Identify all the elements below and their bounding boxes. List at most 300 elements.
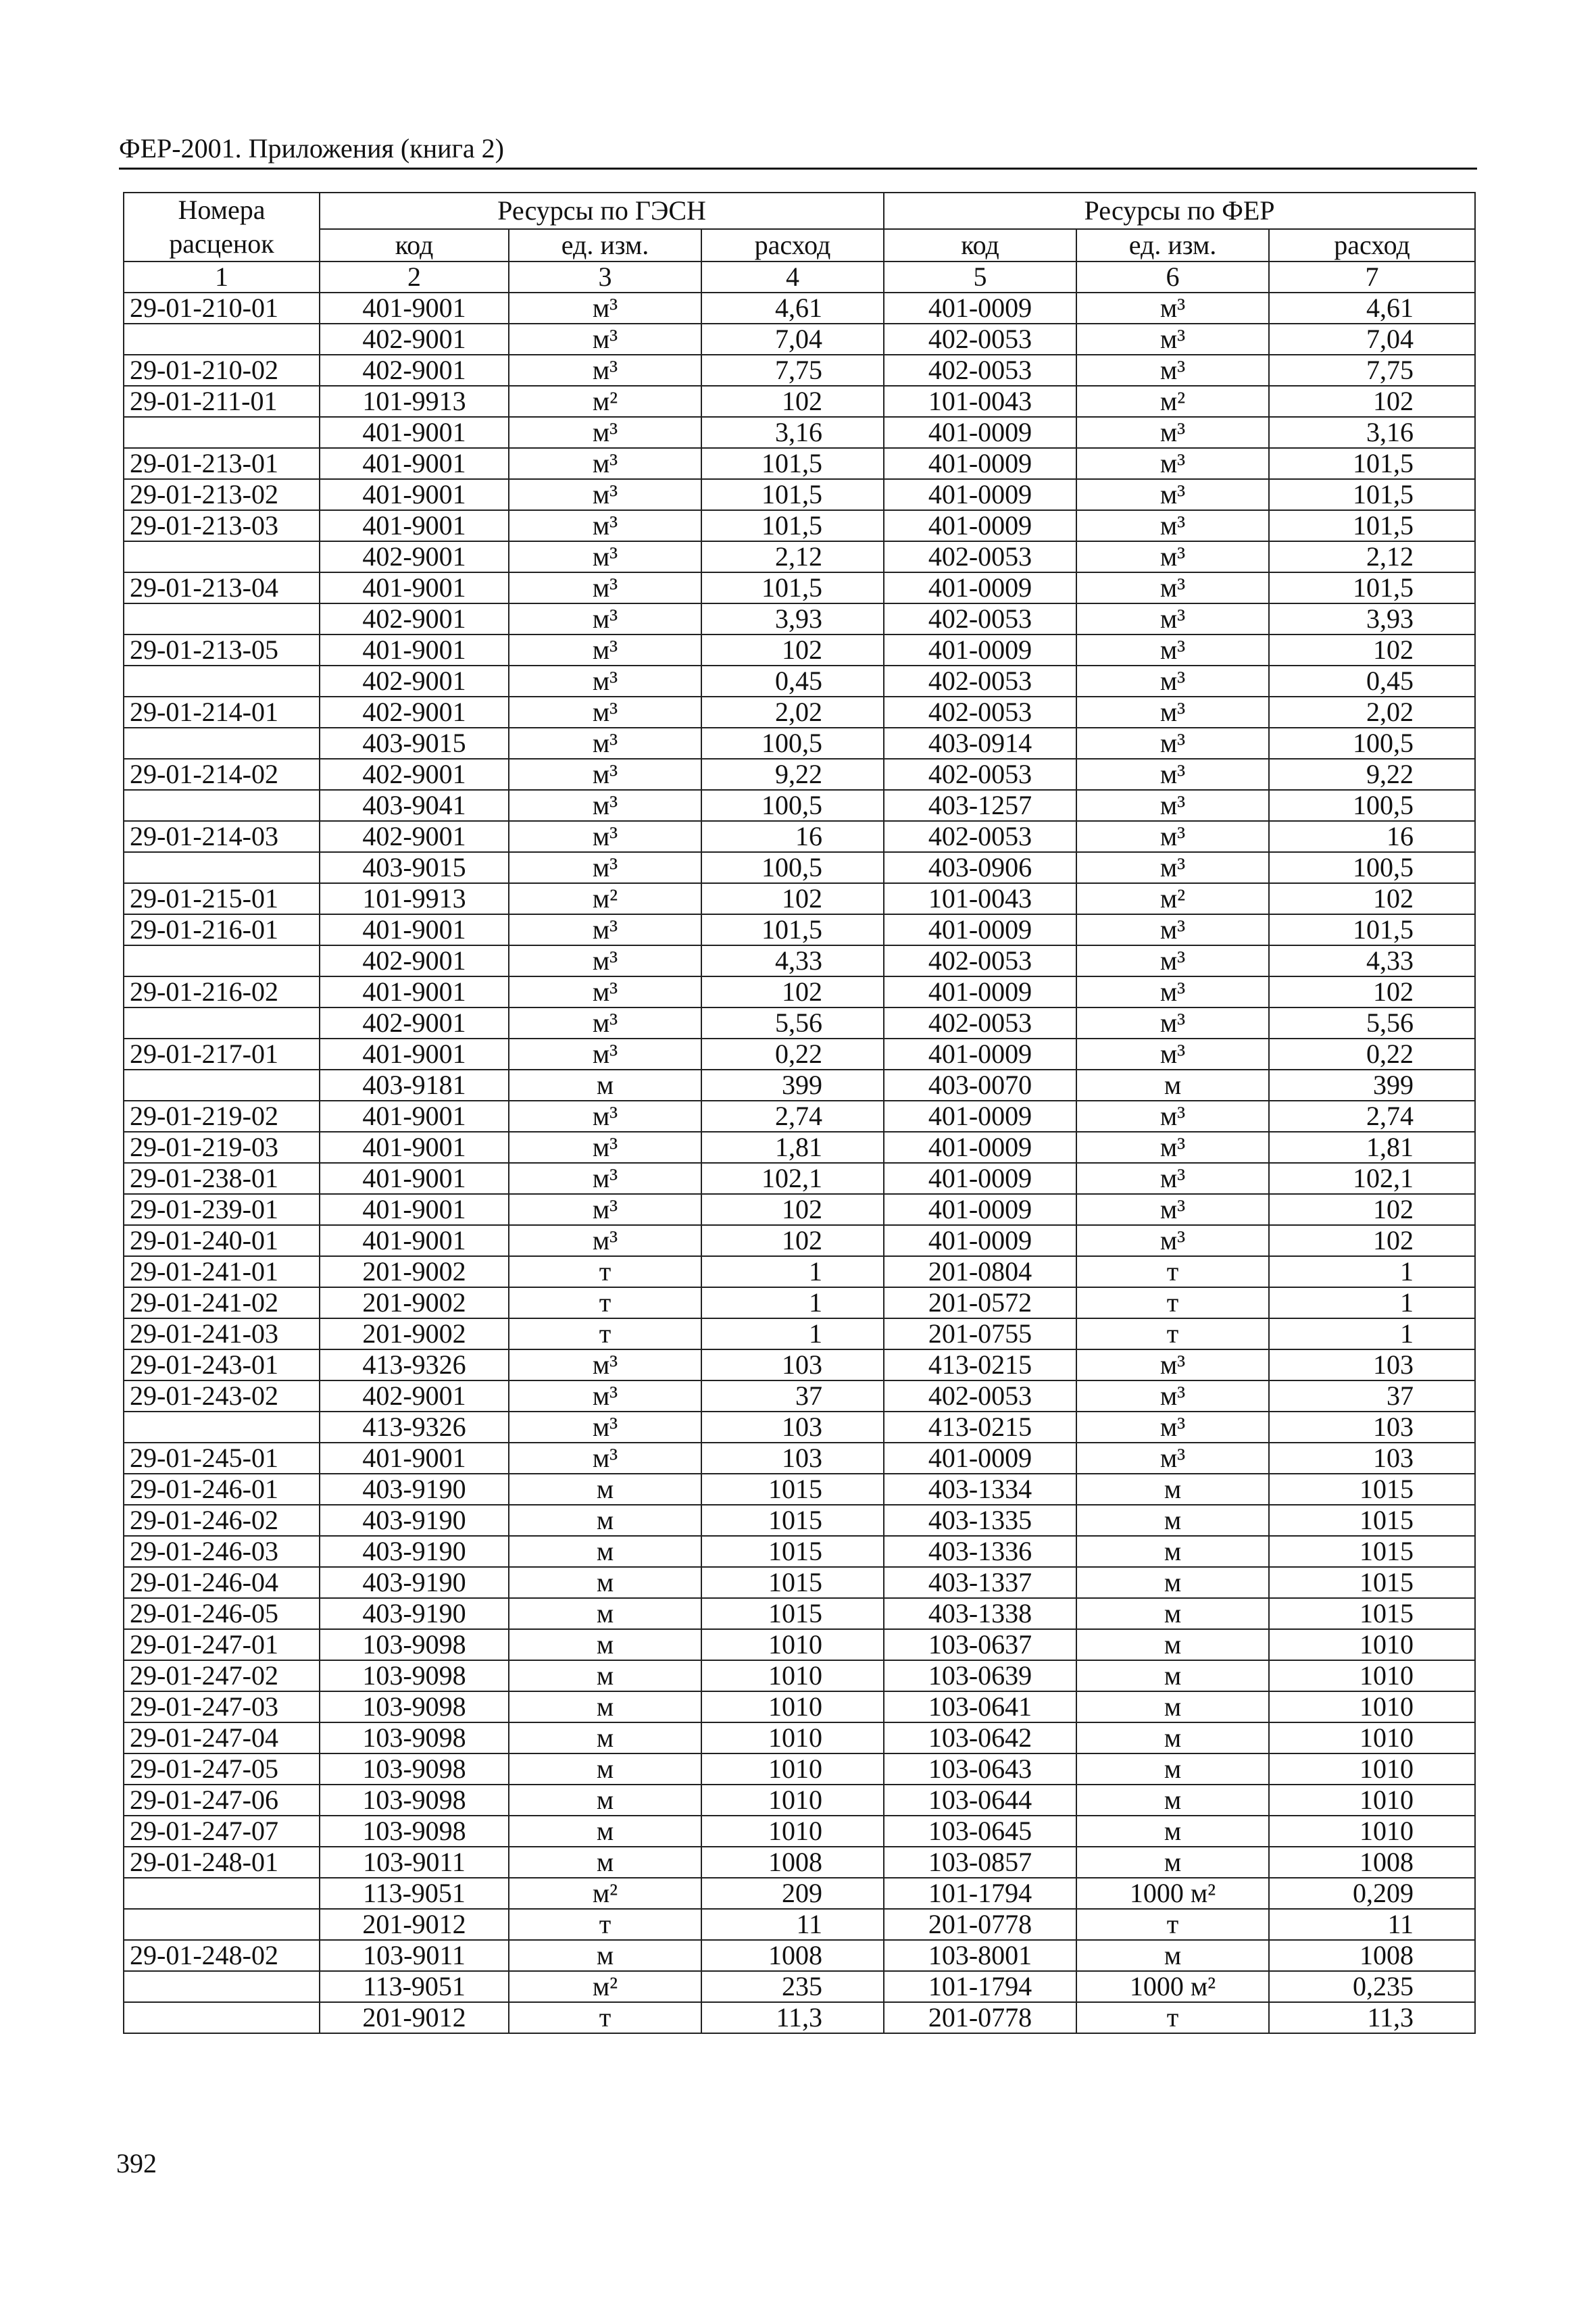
cell-fer-unit: м³ [1076,479,1269,510]
cell-gesn-code: 402-9001 [320,541,509,572]
table-row [124,2002,1475,2033]
cell-gesn-unit: м [509,1753,701,1785]
cell-fer-unit: м³ [1076,1101,1269,1132]
cell-gesn-code: 103-9098 [320,1660,509,1691]
cell-fer-code: 402-0053 [884,603,1076,634]
cell-gesn-unit: м [509,1785,701,1816]
cell-rate-number: 29-01-247-04 [124,1722,320,1753]
cell-gesn-unit: м [509,1629,701,1660]
table-row [124,1909,1475,1940]
cell-gesn-amount: 0,22 [701,1039,884,1070]
cell-rate-number: 29-01-243-02 [124,1380,320,1412]
cell-fer-unit: м [1076,1598,1269,1629]
cell-fer-unit: м² [1076,386,1269,417]
cell-fer-amount: 1015 [1269,1567,1475,1598]
table-row [124,883,1475,914]
table-head [124,193,1475,293]
cell-gesn-amount: 11 [701,1909,884,1940]
cell-gesn-code: 401-9001 [320,976,509,1007]
cell-gesn-code: 403-9190 [320,1598,509,1629]
cell-fer-unit: м³ [1076,510,1269,541]
cell-rate-number: 29-01-216-01 [124,914,320,945]
cell-rate-number: 29-01-238-01 [124,1163,320,1194]
table-row [124,1318,1475,1349]
cell-fer-code: 402-0053 [884,541,1076,572]
cell-rate-number: 29-01-241-02 [124,1287,320,1318]
cell-gesn-amount: 1,81 [701,1132,884,1163]
cell-fer-code: 402-0053 [884,697,1076,728]
cell-fer-code: 401-0009 [884,1039,1076,1070]
cell-fer-unit: м³ [1076,914,1269,945]
cell-fer-unit: м³ [1076,417,1269,448]
cell-fer-unit: м [1076,1505,1269,1536]
cell-gesn-unit: м³ [509,448,701,479]
group-fer: Ресурсы по ФЕР [884,193,1475,229]
cell-gesn-unit: м³ [509,1225,701,1256]
cell-rate-number: 29-01-246-01 [124,1474,320,1505]
cell-gesn-code: 401-9001 [320,417,509,448]
cell-rate-number: 29-01-247-02 [124,1660,320,1691]
cell-gesn-code: 403-9190 [320,1536,509,1567]
cell-gesn-unit: м² [509,883,701,914]
cell-fer-amount: 2,12 [1269,541,1475,572]
table-row [124,1847,1475,1878]
cell-gesn-amount: 4,61 [701,293,884,324]
cell-gesn-amount: 1015 [701,1598,884,1629]
cell-rate-number [124,603,320,634]
cell-gesn-unit: м³ [509,1039,701,1070]
cell-gesn-amount: 102 [701,1194,884,1225]
cell-fer-code: 401-0009 [884,479,1076,510]
cell-fer-amount: 1008 [1269,1847,1475,1878]
cell-fer-unit: м [1076,1660,1269,1691]
cell-fer-amount: 3,16 [1269,417,1475,448]
cell-fer-unit: м³ [1076,1163,1269,1194]
cell-fer-unit: м³ [1076,572,1269,603]
cell-gesn-amount: 3,93 [701,603,884,634]
cell-rate-number: 29-01-241-03 [124,1318,320,1349]
table-row [124,479,1475,510]
cell-fer-code: 103-0641 [884,1691,1076,1722]
cell-fer-amount: 1010 [1269,1816,1475,1847]
table-row [124,914,1475,945]
cell-fer-amount: 1010 [1269,1691,1475,1722]
cell-fer-unit: м³ [1076,324,1269,355]
cell-fer-code: 103-0645 [884,1816,1076,1847]
cell-fer-unit: т [1076,1909,1269,1940]
cell-fer-unit: м [1076,1722,1269,1753]
cell-fer-unit: м³ [1076,852,1269,883]
cell-gesn-code: 103-9098 [320,1691,509,1722]
cell-fer-unit: м³ [1076,945,1269,976]
cell-fer-code: 403-0914 [884,728,1076,759]
cell-rate-number [124,1070,320,1101]
cell-fer-code: 401-0009 [884,634,1076,666]
table-row [124,790,1475,821]
cell-fer-amount: 0,45 [1269,666,1475,697]
resources-table [123,192,1476,2034]
cell-fer-amount: 11 [1269,1909,1475,1940]
cell-gesn-code: 402-9001 [320,1007,509,1039]
col-index: 1 [124,262,320,293]
cell-gesn-code: 402-9001 [320,666,509,697]
cell-gesn-code: 402-9001 [320,821,509,852]
cell-gesn-amount: 1015 [701,1474,884,1505]
cell-fer-code: 402-0053 [884,324,1076,355]
cell-gesn-unit: м [509,1598,701,1629]
cell-gesn-amount: 3,16 [701,417,884,448]
table-row [124,1691,1475,1722]
cell-gesn-code: 103-9098 [320,1785,509,1816]
cell-rate-number [124,852,320,883]
cell-fer-code: 201-0778 [884,2002,1076,2033]
table-row [124,1567,1475,1598]
col-index: 2 [320,262,509,293]
cell-fer-amount: 7,04 [1269,324,1475,355]
cell-gesn-code: 401-9001 [320,293,509,324]
cell-gesn-amount: 101,5 [701,572,884,603]
table-row [124,1505,1475,1536]
cell-fer-amount: 1010 [1269,1753,1475,1785]
cell-rate-number [124,1909,320,1940]
cell-fer-amount: 102 [1269,883,1475,914]
cell-fer-code: 402-0053 [884,945,1076,976]
cell-gesn-amount: 102 [701,634,884,666]
cell-rate-number: 29-01-216-02 [124,976,320,1007]
table-row [124,666,1475,697]
col-rate-numbers: Номера расценок [124,193,320,262]
table-row [124,697,1475,728]
cell-rate-number: 29-01-219-03 [124,1132,320,1163]
cell-fer-unit: м [1076,1691,1269,1722]
cell-fer-code: 101-0043 [884,386,1076,417]
cell-gesn-amount: 102,1 [701,1163,884,1194]
cell-gesn-amount: 1 [701,1318,884,1349]
cell-gesn-amount: 0,45 [701,666,884,697]
cell-fer-unit: м³ [1076,634,1269,666]
cell-gesn-unit: м² [509,1971,701,2002]
cell-gesn-unit: м [509,1722,701,1753]
cell-gesn-code: 402-9001 [320,1380,509,1412]
cell-fer-code: 401-0009 [884,1225,1076,1256]
cell-gesn-code: 401-9001 [320,448,509,479]
cell-gesn-code: 103-9011 [320,1847,509,1878]
cell-rate-number: 29-01-213-01 [124,448,320,479]
cell-gesn-code: 401-9001 [320,1163,509,1194]
cell-gesn-amount: 102 [701,1225,884,1256]
cell-fer-amount: 0,209 [1269,1878,1475,1909]
cell-gesn-code: 201-9002 [320,1287,509,1318]
cell-gesn-code: 403-9190 [320,1567,509,1598]
col-gesn-unit: ед. изм. [509,229,701,262]
cell-fer-code: 402-0053 [884,666,1076,697]
cell-fer-unit: м [1076,1474,1269,1505]
cell-fer-unit: м³ [1076,1349,1269,1380]
cell-gesn-amount: 5,56 [701,1007,884,1039]
cell-fer-code: 402-0053 [884,1380,1076,1412]
cell-fer-amount: 1015 [1269,1536,1475,1567]
cell-gesn-amount: 101,5 [701,510,884,541]
cell-gesn-unit: м³ [509,790,701,821]
cell-rate-number: 29-01-245-01 [124,1443,320,1474]
cell-gesn-code: 201-9012 [320,1909,509,1940]
cell-gesn-code: 401-9001 [320,1443,509,1474]
cell-fer-unit: 1000 м² [1076,1971,1269,2002]
cell-fer-unit: м³ [1076,1380,1269,1412]
cell-gesn-amount: 1010 [701,1753,884,1785]
cell-fer-unit: т [1076,1287,1269,1318]
cell-fer-unit: м³ [1076,666,1269,697]
cell-fer-code: 401-0009 [884,914,1076,945]
cell-fer-amount: 102 [1269,976,1475,1007]
cell-gesn-code: 401-9001 [320,1101,509,1132]
table-row [124,572,1475,603]
cell-rate-number: 29-01-210-01 [124,293,320,324]
cell-gesn-code: 403-9190 [320,1505,509,1536]
cell-gesn-unit: м [509,1691,701,1722]
cell-gesn-code: 401-9001 [320,510,509,541]
col-fer-amount: расход [1269,229,1475,262]
cell-rate-number: 29-01-247-03 [124,1691,320,1722]
cell-fer-amount: 100,5 [1269,852,1475,883]
cell-gesn-amount: 2,02 [701,697,884,728]
cell-gesn-unit: м³ [509,728,701,759]
cell-rate-number: 29-01-243-01 [124,1349,320,1380]
table-row [124,1443,1475,1474]
header-rule [119,168,1477,170]
cell-fer-code: 413-0215 [884,1349,1076,1380]
cell-gesn-unit: м³ [509,293,701,324]
cell-fer-amount: 4,61 [1269,293,1475,324]
cell-gesn-amount: 100,5 [701,728,884,759]
cell-rate-number: 29-01-214-03 [124,821,320,852]
cell-fer-unit: м³ [1076,1194,1269,1225]
table-row [124,510,1475,541]
cell-gesn-unit: м³ [509,1349,701,1380]
col-fer-code: код [884,229,1076,262]
table-row [124,1380,1475,1412]
cell-rate-number: 29-01-247-01 [124,1629,320,1660]
cell-rate-number: 29-01-246-03 [124,1536,320,1567]
table-row [124,1007,1475,1039]
cell-fer-amount: 1010 [1269,1722,1475,1753]
cell-rate-number: 29-01-247-06 [124,1785,320,1816]
cell-gesn-amount: 11,3 [701,2002,884,2033]
cell-fer-amount: 100,5 [1269,790,1475,821]
table-row [124,1598,1475,1629]
cell-fer-unit: м³ [1076,821,1269,852]
cell-gesn-unit: т [509,1287,701,1318]
col-index: 7 [1269,262,1475,293]
cell-fer-unit: м³ [1076,448,1269,479]
cell-gesn-amount: 1015 [701,1567,884,1598]
cell-rate-number: 29-01-214-02 [124,759,320,790]
table-row [124,976,1475,1007]
col-index: 5 [884,262,1076,293]
cell-gesn-amount: 37 [701,1380,884,1412]
cell-gesn-amount: 102 [701,883,884,914]
cell-rate-number: 29-01-211-01 [124,386,320,417]
cell-fer-unit: м [1076,1940,1269,1971]
cell-fer-amount: 1 [1269,1287,1475,1318]
table-row [124,448,1475,479]
cell-gesn-unit: м³ [509,324,701,355]
cell-rate-number [124,1878,320,1909]
cell-gesn-unit: м [509,1567,701,1598]
cell-fer-unit: м [1076,1567,1269,1598]
cell-rate-number: 29-01-246-04 [124,1567,320,1598]
cell-fer-code: 403-1336 [884,1536,1076,1567]
cell-fer-code: 401-0009 [884,1443,1076,1474]
table-row [124,1070,1475,1101]
cell-fer-unit: м³ [1076,976,1269,1007]
cell-fer-unit: м³ [1076,1039,1269,1070]
cell-gesn-code: 401-9001 [320,479,509,510]
cell-gesn-code: 401-9001 [320,1132,509,1163]
cell-gesn-code: 201-9012 [320,2002,509,2033]
cell-fer-amount: 102 [1269,634,1475,666]
cell-fer-unit: м³ [1076,1007,1269,1039]
cell-gesn-code: 103-9011 [320,1940,509,1971]
cell-gesn-amount: 103 [701,1412,884,1443]
cell-fer-code: 402-0053 [884,355,1076,386]
cell-rate-number: 29-01-246-05 [124,1598,320,1629]
cell-rate-number: 29-01-213-02 [124,479,320,510]
cell-fer-code: 101-0043 [884,883,1076,914]
cell-gesn-amount: 102 [701,976,884,1007]
cell-gesn-unit: т [509,1256,701,1287]
page-number: 392 [116,2148,157,2179]
cell-gesn-code: 402-9001 [320,324,509,355]
cell-fer-amount: 11,3 [1269,2002,1475,2033]
cell-fer-code: 401-0009 [884,1194,1076,1225]
table-row [124,1785,1475,1816]
table-row [124,1878,1475,1909]
col-index: 4 [701,262,884,293]
cell-gesn-unit: м³ [509,572,701,603]
cell-fer-unit: м³ [1076,603,1269,634]
table-row [124,1722,1475,1753]
cell-fer-amount: 101,5 [1269,448,1475,479]
cell-fer-amount: 37 [1269,1380,1475,1412]
cell-fer-unit: м³ [1076,1412,1269,1443]
cell-gesn-amount: 1010 [701,1722,884,1753]
cell-gesn-code: 402-9001 [320,945,509,976]
cell-fer-unit: м³ [1076,293,1269,324]
cell-fer-amount: 1 [1269,1318,1475,1349]
cell-gesn-unit: м³ [509,821,701,852]
cell-fer-unit: м [1076,1070,1269,1101]
cell-gesn-amount: 209 [701,1878,884,1909]
cell-fer-code: 103-0643 [884,1753,1076,1785]
cell-fer-amount: 102 [1269,386,1475,417]
cell-gesn-unit: м³ [509,1412,701,1443]
cell-fer-code: 103-0637 [884,1629,1076,1660]
cell-fer-code: 401-0009 [884,1132,1076,1163]
table-row [124,759,1475,790]
cell-fer-amount: 0,235 [1269,1971,1475,2002]
cell-fer-code: 401-0009 [884,1101,1076,1132]
cell-gesn-amount: 4,33 [701,945,884,976]
cell-gesn-amount: 7,75 [701,355,884,386]
cell-gesn-unit: м [509,1070,701,1101]
cell-gesn-code: 402-9001 [320,697,509,728]
cell-rate-number: 29-01-215-01 [124,883,320,914]
cell-gesn-code: 103-9098 [320,1816,509,1847]
cell-fer-unit: м³ [1076,541,1269,572]
cell-fer-amount: 100,5 [1269,728,1475,759]
cell-fer-code: 201-0755 [884,1318,1076,1349]
cell-fer-code: 402-0053 [884,759,1076,790]
cell-gesn-unit: м [509,1816,701,1847]
cell-gesn-amount: 1015 [701,1536,884,1567]
group-gesn: Ресурсы по ГЭСН [320,193,884,229]
cell-fer-amount: 101,5 [1269,479,1475,510]
cell-fer-code: 103-0644 [884,1785,1076,1816]
cell-fer-code: 103-0639 [884,1660,1076,1691]
cell-fer-amount: 102 [1269,1225,1475,1256]
table-row [124,1163,1475,1194]
cell-fer-code: 103-0857 [884,1847,1076,1878]
cell-gesn-unit: м³ [509,945,701,976]
cell-fer-amount: 103 [1269,1412,1475,1443]
cell-fer-amount: 2,02 [1269,697,1475,728]
cell-gesn-amount: 1008 [701,1940,884,1971]
cell-gesn-code: 403-9041 [320,790,509,821]
cell-gesn-unit: т [509,2002,701,2033]
cell-gesn-unit: м³ [509,541,701,572]
cell-gesn-code: 113-9051 [320,1878,509,1909]
table-row [124,1816,1475,1847]
cell-gesn-unit: м [509,1505,701,1536]
cell-gesn-amount: 7,04 [701,324,884,355]
cell-gesn-amount: 103 [701,1443,884,1474]
cell-fer-unit: м [1076,1753,1269,1785]
cell-fer-code: 401-0009 [884,293,1076,324]
cell-gesn-code: 401-9001 [320,634,509,666]
cell-fer-amount: 5,56 [1269,1007,1475,1039]
cell-gesn-code: 401-9001 [320,1039,509,1070]
table-row [124,1536,1475,1567]
cell-fer-unit: м [1076,1816,1269,1847]
table-row [124,1971,1475,2002]
cell-fer-code: 403-0070 [884,1070,1076,1101]
cell-fer-amount: 3,93 [1269,603,1475,634]
cell-rate-number [124,728,320,759]
cell-rate-number: 29-01-246-02 [124,1505,320,1536]
cell-gesn-amount: 1010 [701,1691,884,1722]
cell-gesn-amount: 103 [701,1349,884,1380]
cell-gesn-code: 403-9190 [320,1474,509,1505]
cell-fer-amount: 101,5 [1269,510,1475,541]
cell-fer-code: 401-0009 [884,572,1076,603]
table-row [124,1194,1475,1225]
cell-fer-unit: т [1076,1256,1269,1287]
cell-gesn-unit: м³ [509,914,701,945]
cell-gesn-unit: м [509,1536,701,1567]
cell-fer-amount: 1010 [1269,1629,1475,1660]
cell-gesn-unit: м³ [509,1380,701,1412]
cell-gesn-unit: м [509,1474,701,1505]
cell-gesn-amount: 100,5 [701,852,884,883]
cell-gesn-code: 401-9001 [320,1194,509,1225]
cell-gesn-amount: 1010 [701,1660,884,1691]
cell-fer-amount: 1015 [1269,1505,1475,1536]
cell-rate-number [124,945,320,976]
cell-fer-code: 101-1794 [884,1971,1076,2002]
cell-gesn-unit: м³ [509,510,701,541]
cell-rate-number: 29-01-213-03 [124,510,320,541]
